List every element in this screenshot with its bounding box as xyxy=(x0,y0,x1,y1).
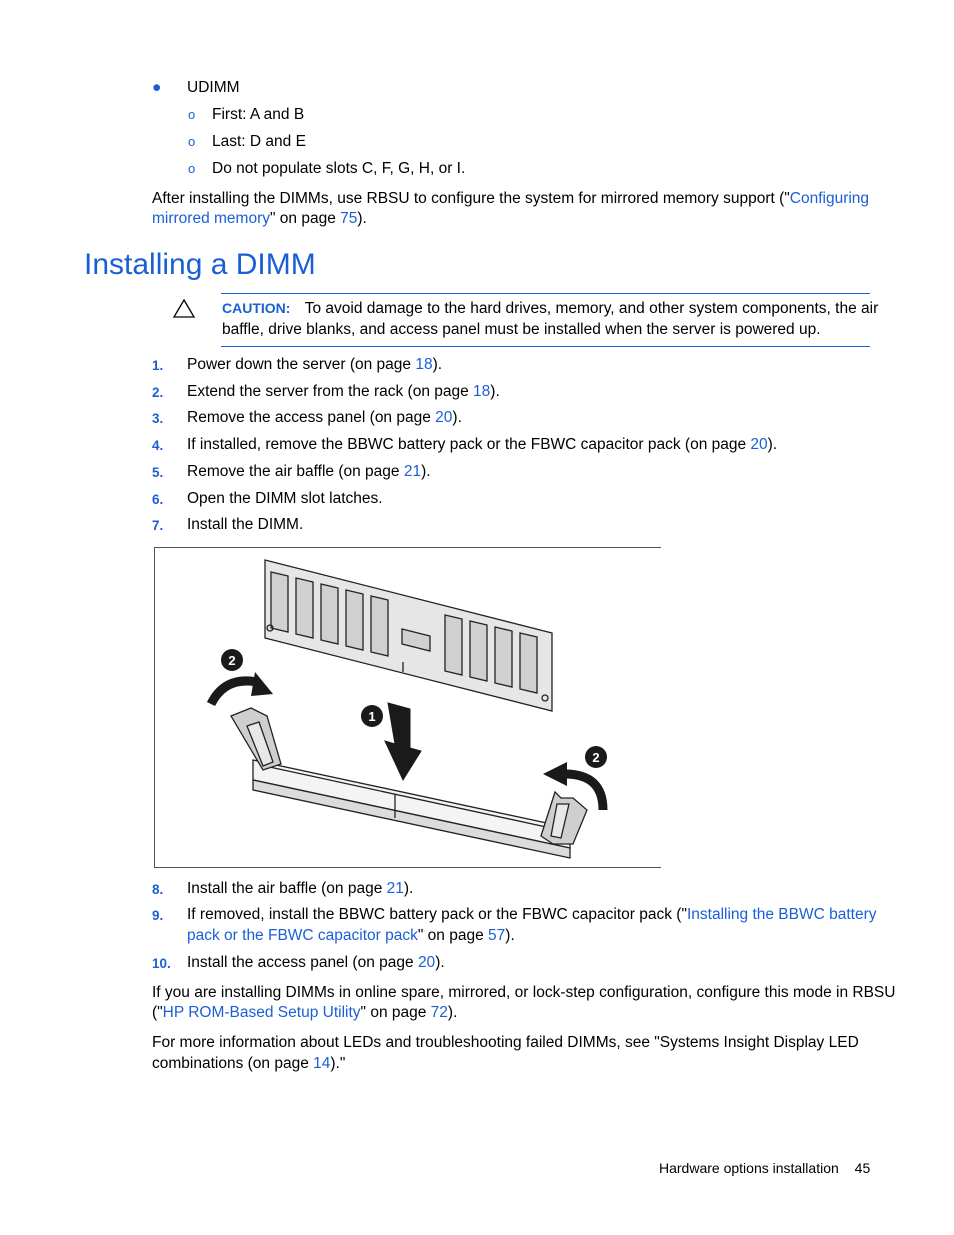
step-text-cont: pack or the FBWC capacitor pack" on page 57). xyxy=(187,927,515,944)
caution-text-cont: baffle, drive blanks, and access panel must be installed when the server is powered up. xyxy=(222,321,821,338)
list-subitem: First: A and B xyxy=(212,106,305,123)
installing-bbwc-link[interactable]: Installing the BBWC battery xyxy=(686,906,877,923)
step-text: Install the access panel (on page 20). xyxy=(187,954,445,971)
paragraph: If you are installing DIMMs in online spare, mirrored, or lock-step configuration, configure this mode in RBSU xyxy=(152,984,896,1001)
step-number: 4. xyxy=(152,438,164,453)
dimm-slot xyxy=(253,760,570,858)
installing-bbwc-link-cont[interactable]: pack or the FBWC capacitor pack xyxy=(187,927,418,944)
step-text: If installed, remove the BBWC battery pack or the FBWC capacitor pack (on page 20). xyxy=(187,436,778,453)
caution-label: CAUTION: xyxy=(222,300,291,316)
svg-text:1: 1 xyxy=(368,709,376,724)
page-link[interactable]: 72 xyxy=(430,1004,448,1021)
step-text: If removed, install the BBWC battery pack or the FBWC capacitor pack ("Installing the BBWC battery xyxy=(187,906,877,923)
page-footer xyxy=(659,1160,870,1176)
page-link[interactable]: 21 xyxy=(403,463,422,480)
sub-bullet: o xyxy=(188,134,196,149)
page-link[interactable]: 20 xyxy=(750,436,768,453)
step-number: 6. xyxy=(152,492,164,507)
page-link[interactable]: 75 xyxy=(340,210,358,227)
configuring-mirrored-memory-link-cont[interactable]: mirrored memory xyxy=(152,210,270,227)
step-text: Power down the server (on page 18). xyxy=(187,356,443,373)
page-link[interactable]: 18 xyxy=(415,356,433,373)
dimm-module xyxy=(265,560,552,711)
step-number: 9. xyxy=(152,908,164,923)
step-text: Extend the server from the rack (on page 18). xyxy=(187,383,500,400)
step-text: Remove the access panel (on page 20). xyxy=(187,409,462,426)
callout-2-right xyxy=(585,746,607,768)
callout-2-left xyxy=(221,649,243,671)
paragraph: After installing the DIMMs, use RBSU to configure the system for mirrored memory support ("Configuring xyxy=(152,190,870,207)
rbsu-link[interactable]: HP ROM-Based Setup Utility xyxy=(162,1004,361,1021)
paragraph-cont: combinations (on page 14)." xyxy=(152,1055,346,1072)
step-number: 8. xyxy=(152,882,164,897)
page-link[interactable]: 20 xyxy=(435,409,453,426)
list-subitem: Last: D and E xyxy=(212,133,306,150)
svg-text:2: 2 xyxy=(228,653,236,668)
page-link[interactable]: 20 xyxy=(417,954,436,971)
caution-icon xyxy=(173,299,195,319)
page-link[interactable]: 18 xyxy=(473,383,491,400)
dimm-install-figure xyxy=(154,547,661,868)
callout-1 xyxy=(361,705,383,727)
step-text: Install the DIMM. xyxy=(187,516,304,533)
caution-text: To avoid damage to the hard drives, memory, and other system components, the air xyxy=(304,300,879,317)
insert-arrow-icon xyxy=(385,703,421,780)
sub-bullet: o xyxy=(188,161,196,176)
step-number: 7. xyxy=(152,518,164,533)
step-text: Open the DIMM slot latches. xyxy=(187,490,383,507)
paragraph: For more information about LEDs and troubleshooting failed DIMMs, see "Systems Insight Display LED xyxy=(152,1034,859,1051)
list-item: UDIMM xyxy=(187,79,240,96)
caution-box xyxy=(221,293,879,347)
step-number: 10. xyxy=(152,956,171,971)
step-text: Remove the air baffle (on page 21). xyxy=(187,463,431,480)
right-latch xyxy=(541,792,587,844)
step-number: 1. xyxy=(152,358,164,373)
step-number: 2. xyxy=(152,385,164,400)
page-link[interactable]: 21 xyxy=(386,880,404,897)
step-number: 5. xyxy=(152,465,164,480)
bullet-dot: ● xyxy=(152,79,162,96)
configuring-mirrored-memory-link[interactable]: Configuring xyxy=(789,190,870,207)
paragraph-cont: ("HP ROM-Based Setup Utility" on page 72). xyxy=(152,1004,458,1021)
section-title: Installing a DIMM xyxy=(84,248,316,281)
page-link[interactable]: 57 xyxy=(488,927,506,944)
rotate-arrow-left-icon xyxy=(211,681,257,704)
svg-text:2: 2 xyxy=(592,750,600,765)
sub-bullet: o xyxy=(188,107,196,122)
list-subitem: Do not populate slots C, F, G, H, or I. xyxy=(212,160,466,177)
dimm-illustration xyxy=(155,548,662,869)
page-link[interactable]: 14 xyxy=(313,1055,331,1072)
page-number: 45 xyxy=(854,1160,871,1176)
step-text: Install the air baffle (on page 21). xyxy=(187,880,414,897)
step-number: 3. xyxy=(152,411,164,426)
paragraph-cont: mirrored memory" on page 75). xyxy=(152,210,367,227)
footer-section: Hardware options installation xyxy=(659,1160,839,1176)
